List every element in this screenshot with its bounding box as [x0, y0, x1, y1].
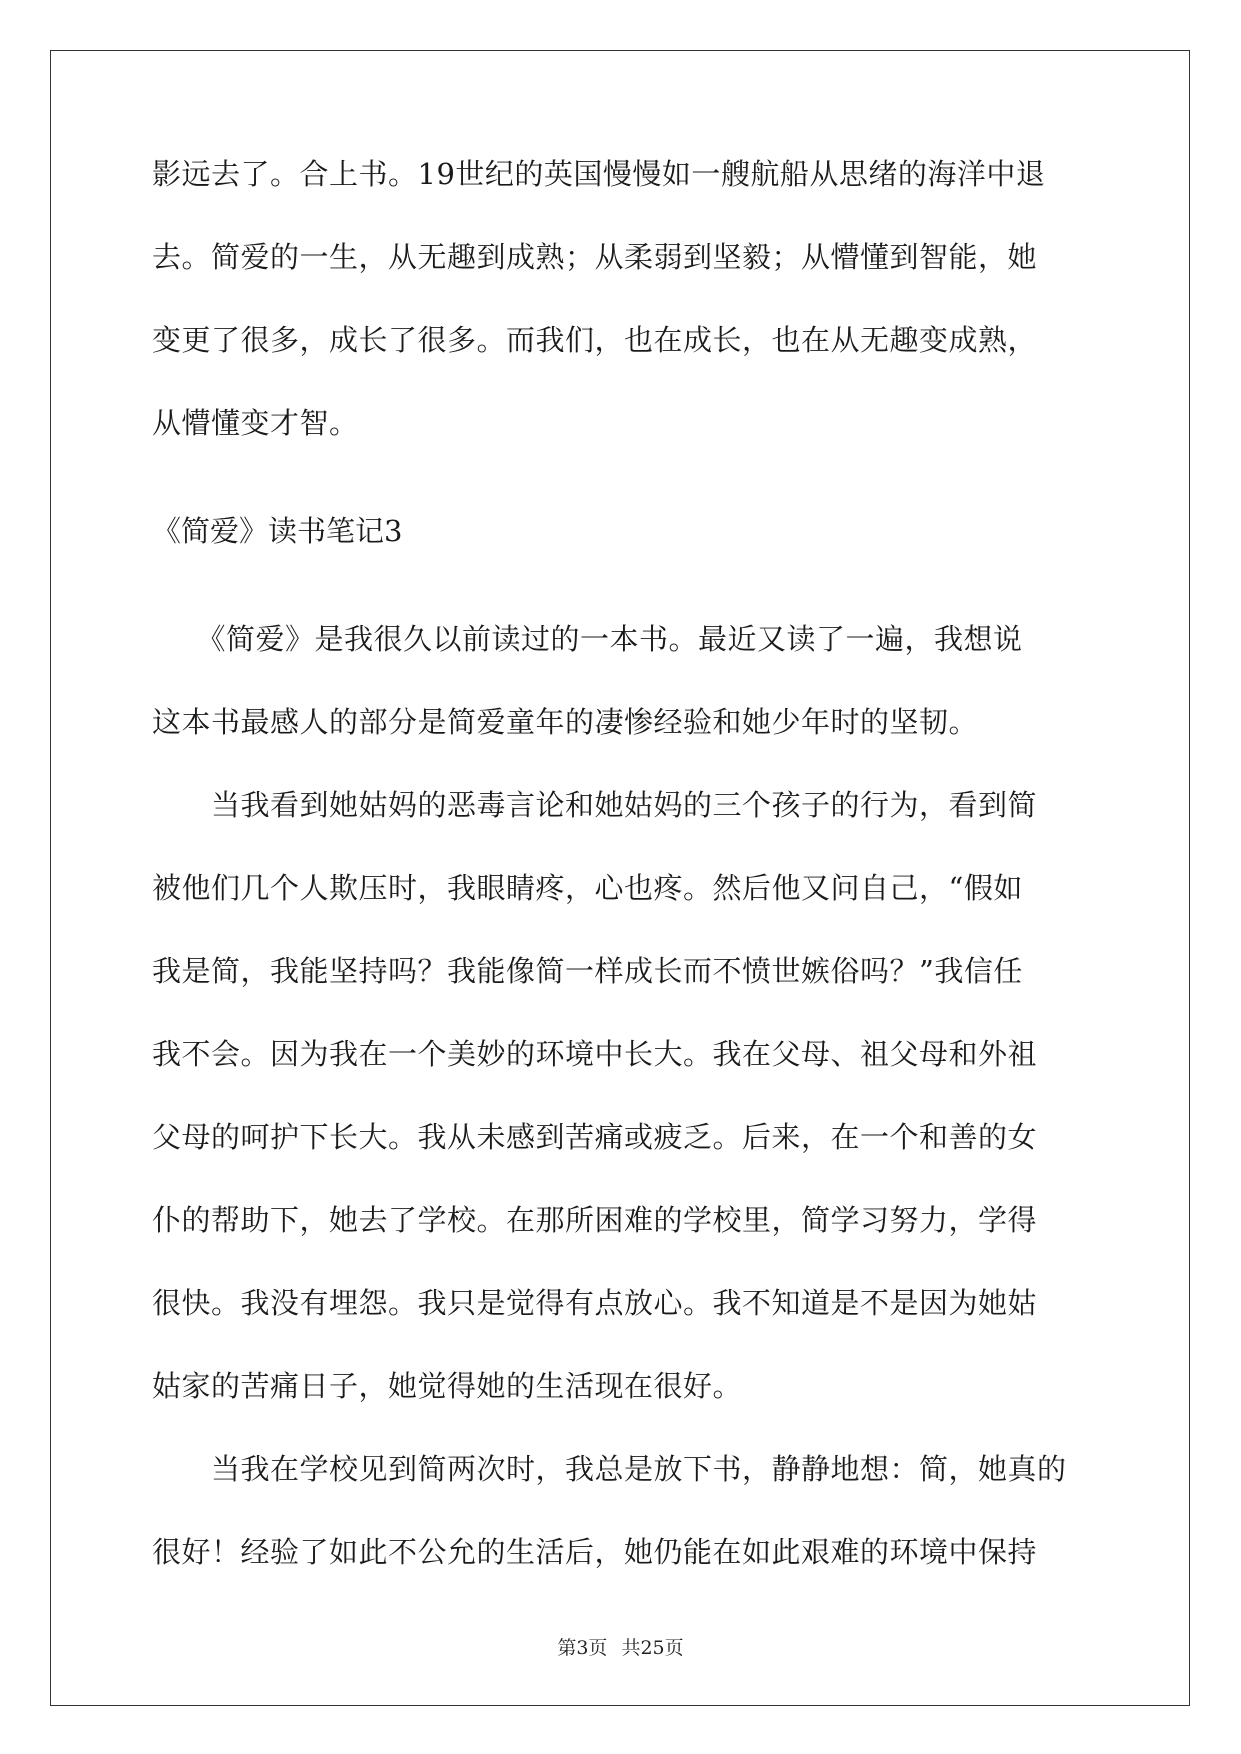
- text-line: 当我看到她姑妈的恶毒言论和她姑妈的三个孩子的行为，看到简: [152, 788, 1038, 822]
- page-total: 共25页: [621, 1637, 684, 1659]
- text-line: 很快。我没有埋怨。我只是觉得有点放心。我不知道是不是因为她姑: [152, 1286, 1038, 1320]
- text-line: 仆的帮助下，她去了学校。在那所困难的学校里，简学习努力，学得: [152, 1203, 1038, 1237]
- text-line: 这本书最感人的部分是简爱童年的凄惨经验和她少年时的坚韧。: [152, 705, 979, 739]
- text-line: 我不会。因为我在一个美妙的环境中长大。我在父母、祖父母和外祖: [152, 1037, 1038, 1071]
- text-line: 姑家的苦痛日子，她觉得她的生活现在很好。: [152, 1369, 743, 1403]
- text-line: 影远去了。合上书。19世纪的英国慢慢如一艘航船从思绪的海洋中退: [152, 157, 1046, 191]
- text-line: 父母的呵护下长大。我从未感到苦痛或疲乏。后来，在一个和善的女: [152, 1120, 1038, 1154]
- text-line: 被他们几个人欺压时，我眼睛疼，心也疼。然后他又问自己，“假如: [152, 871, 1023, 905]
- text-line: 从懵懂变才智。: [152, 406, 359, 440]
- text-line: 《简爱》是我很久以前读过的一本书。最近又读了一遍，我想说: [152, 622, 1023, 656]
- page-footer: [0, 1633, 1241, 1660]
- section-heading: 《简爱》读书笔记3: [152, 514, 403, 548]
- text-line: 变更了很多，成长了很多。而我们，也在成长，也在从无趣变成熟，: [152, 323, 1038, 357]
- text-line: 很好！经验了如此不公允的生活后，她仍能在如此艰难的环境中保持: [152, 1535, 1038, 1569]
- text-line: 我是简，我能坚持吗？我能像简一样成长而不愤世嫉俗吗？”我信任: [152, 954, 1023, 988]
- document-body: [152, 157, 1092, 1569]
- text-line: 去。简爱的一生，从无趣到成熟；从柔弱到坚毅；从懵懂到智能，她: [152, 240, 1038, 274]
- page-number: 第3页: [557, 1637, 608, 1659]
- text-line: 当我在学校见到简两次时，我总是放下书，静静地想：简，她真的: [152, 1452, 1067, 1486]
